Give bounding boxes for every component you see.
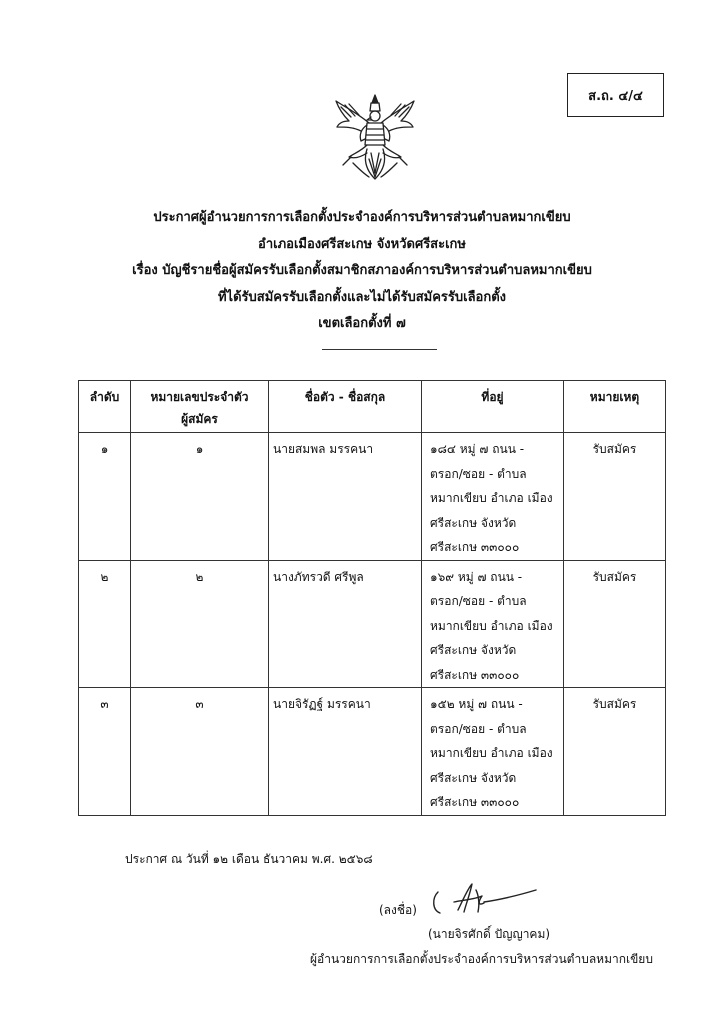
- cell-address: ๑๘๔ หมู่ ๗ ถนน - ตรอก/ซอย - ตำบล หมากเขียบ อำเภอ เมือง ศรีสะเกษ จังหวัด ศรีสะเกษ ๓๓๐๐๐: [422, 433, 564, 561]
- table-row: [79, 560, 666, 688]
- signed-label: (ลงชื่อ): [379, 903, 417, 917]
- candidate-table: [78, 380, 666, 816]
- table-header-row: [79, 381, 666, 433]
- column-header-number-line1: หมายเลขประจำตัว: [150, 390, 249, 404]
- cell-remark: รับสมัคร: [564, 688, 666, 816]
- cell-address: ๑๕๒ หมู่ ๗ ถนน - ตรอก/ซอย - ตำบล หมากเขียบ อำเภอ เมือง ศรีสะเกษ จังหวัด ศรีสะเกษ ๓๓๐๐๐: [422, 688, 564, 816]
- form-code: ส.ถ. ๔/๔: [588, 88, 643, 104]
- form-code-box: [567, 73, 664, 117]
- signature-icon: [428, 880, 540, 918]
- garuda-emblem-icon: [333, 93, 417, 183]
- cell-name: นางภัทรวดี ศรีพูล: [269, 560, 422, 688]
- cell-candidate-number: ๒: [131, 560, 269, 688]
- announcement-date: ประกาศ ณ วันที่ ๑๒ เดือน ธันวาคม พ.ศ. ๒๕๖๘: [125, 852, 373, 866]
- subject-line: เรื่อง บัญชีรายชื่อผู้สมัครรับเลือกตั้งสมาชิกสภาองค์การบริหารส่วนตำบลหมากเขียบ: [132, 263, 592, 278]
- cell-order: ๓: [79, 688, 131, 816]
- cell-order: ๑: [79, 433, 131, 561]
- column-header-number-line2: ผู้สมัคร: [181, 412, 218, 426]
- cell-address: ๑๖๙ หมู่ ๗ ถนน - ตรอก/ซอย - ตำบล หมากเขียบ อำเภอ เมือง ศรีสะเกษ จังหวัด ศรีสะเกษ ๓๓๐๐๐: [422, 560, 564, 688]
- signer-name: (นายจิรศักดิ์ ปัญญาคม): [428, 927, 551, 941]
- cell-order: ๒: [79, 560, 131, 688]
- divider: [322, 349, 437, 350]
- subject-line-2: ที่ได้รับสมัครรับเลือกตั้งและไม่ได้รับสมัครรับเลือกตั้ง: [217, 290, 507, 305]
- cell-candidate-number: ๑: [131, 433, 269, 561]
- cell-remark: รับสมัคร: [564, 433, 666, 561]
- cell-name: นายจิรัฏฐ์ มรรคนา: [269, 688, 422, 816]
- column-header-order: ลำดับ: [79, 381, 131, 433]
- column-header-candidate-number: [131, 381, 269, 433]
- column-header-address: ที่อยู่: [422, 381, 564, 433]
- column-header-name: ชื่อตัว - ชื่อสกุล: [269, 381, 422, 433]
- table-row: [79, 688, 666, 816]
- table-row: [79, 433, 666, 561]
- cell-name: นายสมพล มรรคนา: [269, 433, 422, 561]
- cell-remark: รับสมัคร: [564, 560, 666, 688]
- signer-title: ผู้อำนวยการการเลือกตั้งประจำองค์การบริหารส่วนตำบลหมากเขียบ: [310, 952, 653, 966]
- district-province: อำเภอเมืองศรีสะเกษ จังหวัดศรีสะเกษ: [258, 237, 466, 252]
- column-header-remark: หมายเหตุ: [564, 381, 666, 433]
- announcement-title: ประกาศผู้อำนวยการการเลือกตั้งประจำองค์การบริหารส่วนตำบลหมากเขียบ: [153, 210, 571, 225]
- constituency: เขตเลือกตั้งที่ ๗: [318, 316, 406, 331]
- cell-candidate-number: ๓: [131, 688, 269, 816]
